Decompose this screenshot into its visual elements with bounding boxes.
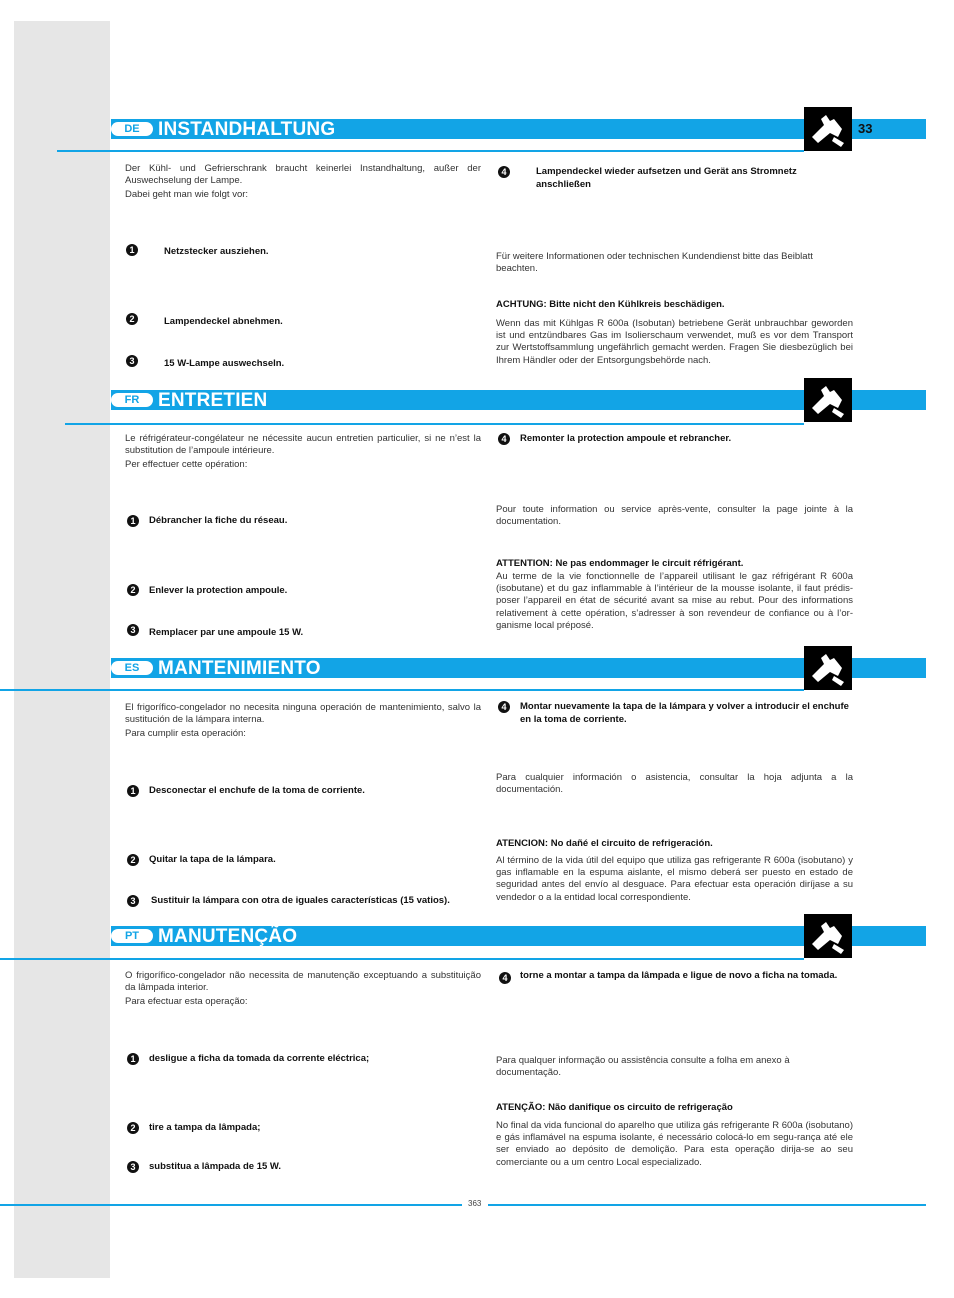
language-badge-pt: PT [111, 929, 153, 943]
intro-text-es: El frigorífico-congelador no necesita ninguna operación de mantenimiento, salvo la sustitución de la lámpara interna. [125, 702, 481, 726]
step-number-es-1: 1 [127, 785, 139, 797]
step-number-de-3: 3 [126, 355, 138, 367]
step-number-es-3: 3 [127, 895, 139, 907]
step-number-pt-3: 3 [127, 1161, 139, 1173]
warning-title-es: ATENCION: No dañé el circuito de refrigeración. [496, 838, 713, 849]
page-margin-band [14, 21, 110, 1278]
step-number-pt-1: 1 [127, 1053, 139, 1065]
language-badge-de: DE [111, 122, 153, 136]
step-number-de-4: 4 [498, 166, 510, 178]
warning-title-fr: ATTENTION: Ne pas endommager le circuit réfrigérant. [496, 558, 744, 569]
warning-title-pt: ATENÇÃO: Não danifique os circuito de refrigeração [496, 1102, 733, 1113]
step-text-fr-1: Débrancher la fiche du réseau. [149, 515, 288, 526]
wrench-hand-icon [804, 914, 852, 958]
intro-text-fr: Le réfrigérateur-congélateur ne nécessite aucun entretien particulier, si ne n’est la substitution de l’ampoule intérieure. [125, 433, 481, 457]
step-text-pt-4: torne a montar a tampa da lâmpada e ligue de novo a ficha na tomada. [520, 970, 838, 981]
section-rule [57, 150, 804, 152]
step-number-pt-2: 2 [127, 1122, 139, 1134]
wrench-hand-icon [804, 646, 852, 690]
intro-text-de: Der Kühl- und Gefrierschrank braucht keinerlei Instandhaltung, außer der Auswechselung der Lampe. [125, 163, 481, 187]
language-badge-fr: FR [111, 393, 153, 407]
step-text-de-2: Lampendeckel abnehmen. [164, 316, 283, 327]
step-text-es-2: Quitar la tapa de la lámpara. [149, 854, 276, 865]
section-rule [0, 689, 804, 691]
language-badge-es: ES [111, 661, 153, 675]
section-title-de: INSTANDHALTUNG [158, 119, 336, 140]
step-number-fr-1: 1 [127, 515, 139, 527]
warning-text-de: Wenn das mit Kühlgas R 600a (Isobutan) betriebene Gerät unbrauchbar geworden ist und entzündbares Gas im Isolierschaum verwendet, muß es vor dem Transport zur Wertstoffsammlung ungefährlich gemacht werden. Fragen Sie diesbezüglich bei Ihrem Händler oder der Entsorgungsbehörde nach. [496, 318, 853, 366]
step-number-de-2: 2 [126, 313, 138, 325]
intro-text-pt: O frigorífico-congelador não necessita de manutenção exceptuando a substituição da lâmpada interior. [125, 970, 481, 994]
section-number: 33 [858, 121, 873, 136]
step-text-pt-3: substitua a lâmpada de 15 W. [149, 1161, 281, 1172]
step-number-es-4: 4 [498, 701, 510, 713]
step-text-es-4: Montar nuevamente la tapa de la lámpara y volver a introducir el enchufe en la toma de corriente. [520, 701, 849, 725]
step-number-es-2: 2 [127, 854, 139, 866]
step-number-pt-4: 4 [499, 972, 511, 984]
warning-title-de: ACHTUNG: Bitte nicht den Kühlkreis beschädigen. [496, 299, 725, 310]
step-number-de-1: 1 [126, 244, 138, 256]
step-text-fr-3: Remplacer par une ampoule 15 W. [149, 627, 304, 638]
section-rule [65, 423, 804, 425]
step-text-de-1: Netzstecker ausziehen. [164, 246, 269, 257]
intro-text2-es: Para cumplir esta operación: [125, 728, 246, 739]
warning-text-fr: Au terme de la vie fonctionnelle de l’appareil utilisant le gaz réfrigérant R 600a (isobutane) et du gaz inflammable à l’intérieur de la mousse isolante, il faut prédis-poser l’appareil en état de sécurité avant sa mise au rebut. Pour des informations relativement à cette opération, s’adresser à son revendeur de confiance ou à l’or-ganisme local préposé. [496, 571, 853, 631]
step-text-es-3: Sustituir la lámpara con otra de iguales características (15 vatios). [151, 895, 450, 906]
section-title-es: MANTENIMIENTO [158, 658, 321, 679]
info-text-pt: Para qualquer informação ou assistência consulte a folha em anexo à documentação. [496, 1055, 790, 1079]
section-title-fr: ENTRETIEN [158, 390, 268, 411]
step-text-fr-2: Enlever la protection ampoule. [149, 585, 288, 596]
info-text-es: Para cualquier información o asistencia, consultar la hoja adjunta a la documentación. [496, 772, 853, 796]
step-text-pt-1: desligue a ficha da tomada da corrente eléctrica; [149, 1053, 370, 1064]
intro-text2-de: Dabei geht man wie folgt vor: [125, 189, 249, 200]
step-text-de-4: Lampendeckel wieder aufsetzen und Gerät ans Stromnetz anschließen [536, 166, 797, 190]
section-title-pt: MANUTENÇÃO [158, 926, 298, 947]
wrench-hand-icon [804, 378, 852, 422]
step-text-fr-4: Remonter la protection ampoule et rebrancher. [520, 433, 732, 444]
wrench-hand-icon [804, 107, 852, 151]
step-number-fr-2: 2 [127, 584, 139, 596]
footer-rule-left [0, 1204, 462, 1206]
page-number: 363 [468, 1199, 482, 1208]
step-number-fr-4: 4 [498, 433, 510, 445]
step-number-fr-3: 3 [127, 624, 139, 636]
step-text-de-3: 15 W-Lampe auswechseln. [164, 358, 285, 369]
intro-text2-pt: Para efectuar esta operação: [125, 996, 248, 1007]
info-text-de: Für weitere Informationen oder technischen Kundendienst bitte das Beiblatt beachten. [496, 251, 813, 275]
footer-rule-right [488, 1204, 926, 1206]
intro-text2-fr: Per effectuer cette opération: [125, 459, 248, 470]
step-text-pt-2: tire a tampa da lâmpada; [149, 1122, 261, 1133]
warning-text-pt: No final da vida funcional do aparelho que utiliza gás refrigerante R 600a (isobutano) e gás inflamável na espuma isolante, é necessário colocá-lo em segu-rança até ele ser enviado ao depósito de demolição. Para esta operação dirija-se ao seu comerciante ou a um centro Local especializado. [496, 1120, 854, 1168]
warning-text-es: Al término de la vida útil del equipo que utiliza gas refrigerante R 600a (isobutano) y gas inflamable en la espuma aislante, el mismo deberá ser puesto en estado de seguridad antes del envío al desguace. Para efectuar esta operación diríjase a su vendedor o a la entidad local correspondiente. [496, 855, 853, 903]
section-rule [0, 958, 804, 960]
info-text-fr: Pour toute information ou service après-vente, consulter la page jointe à la documentation. [496, 504, 853, 528]
step-text-es-1: Desconectar el enchufe de la toma de corriente. [149, 785, 365, 796]
